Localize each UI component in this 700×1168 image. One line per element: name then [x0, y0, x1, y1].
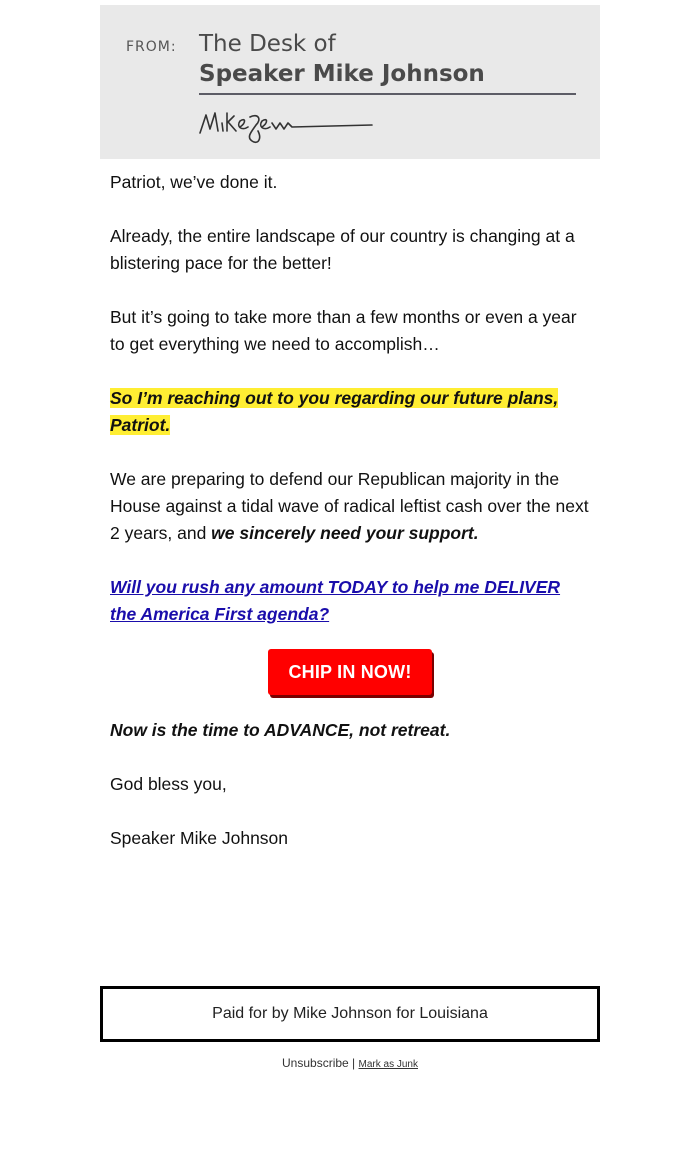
header-divider	[199, 93, 576, 95]
unsubscribe-link[interactable]: Unsubscribe	[282, 1056, 349, 1070]
footer-separator: |	[348, 1056, 359, 1070]
time-paragraph: But it’s going to take more than a few months or even a year to get everything we need to accomplish…	[110, 307, 577, 354]
spacer	[100, 879, 600, 986]
email-container	[100, 5, 600, 1070]
support-text: We are preparing to defend our Republican majority in the House against a tidal wave of radical leftist cash over the next 2 years, and	[110, 469, 589, 543]
cta-paragraph	[110, 574, 590, 628]
desk-title: The Desk of	[199, 31, 336, 57]
signoff-paragraph: Speaker Mike Johnson	[110, 828, 289, 848]
chip-in-button[interactable]: CHIP IN NOW!	[268, 649, 431, 695]
closing-paragraph: God bless you,	[110, 774, 227, 794]
highlight-paragraph	[110, 385, 590, 439]
speaker-name: Speaker Mike Johnson	[199, 61, 485, 87]
support-paragraph	[110, 466, 590, 547]
mark-as-junk-link[interactable]: Mark as Junk	[358, 1059, 418, 1070]
button-row	[110, 649, 590, 695]
handwritten-signature	[196, 101, 376, 147]
header-banner	[100, 5, 600, 159]
footer-links	[100, 1056, 600, 1070]
donate-link[interactable]: Will you rush any amount TODAY to help me DELIVER the America First agenda?	[110, 577, 561, 624]
advance-paragraph: Now is the time to ADVANCE, not retreat.	[110, 720, 451, 740]
landscape-paragraph: Already, the entire landscape of our country is changing at a blistering pace for the better!	[110, 226, 575, 273]
email-body	[100, 169, 600, 852]
greeting-paragraph: Patriot, we’ve done it.	[110, 172, 278, 192]
support-emphasis: we sincerely need your support.	[211, 523, 479, 543]
highlighted-text: So I’m reaching out to you regarding our future plans, Patriot.	[110, 388, 559, 435]
paid-for-disclaimer: Paid for by Mike Johnson for Louisiana	[100, 986, 600, 1042]
from-label: FROM:	[126, 39, 177, 55]
